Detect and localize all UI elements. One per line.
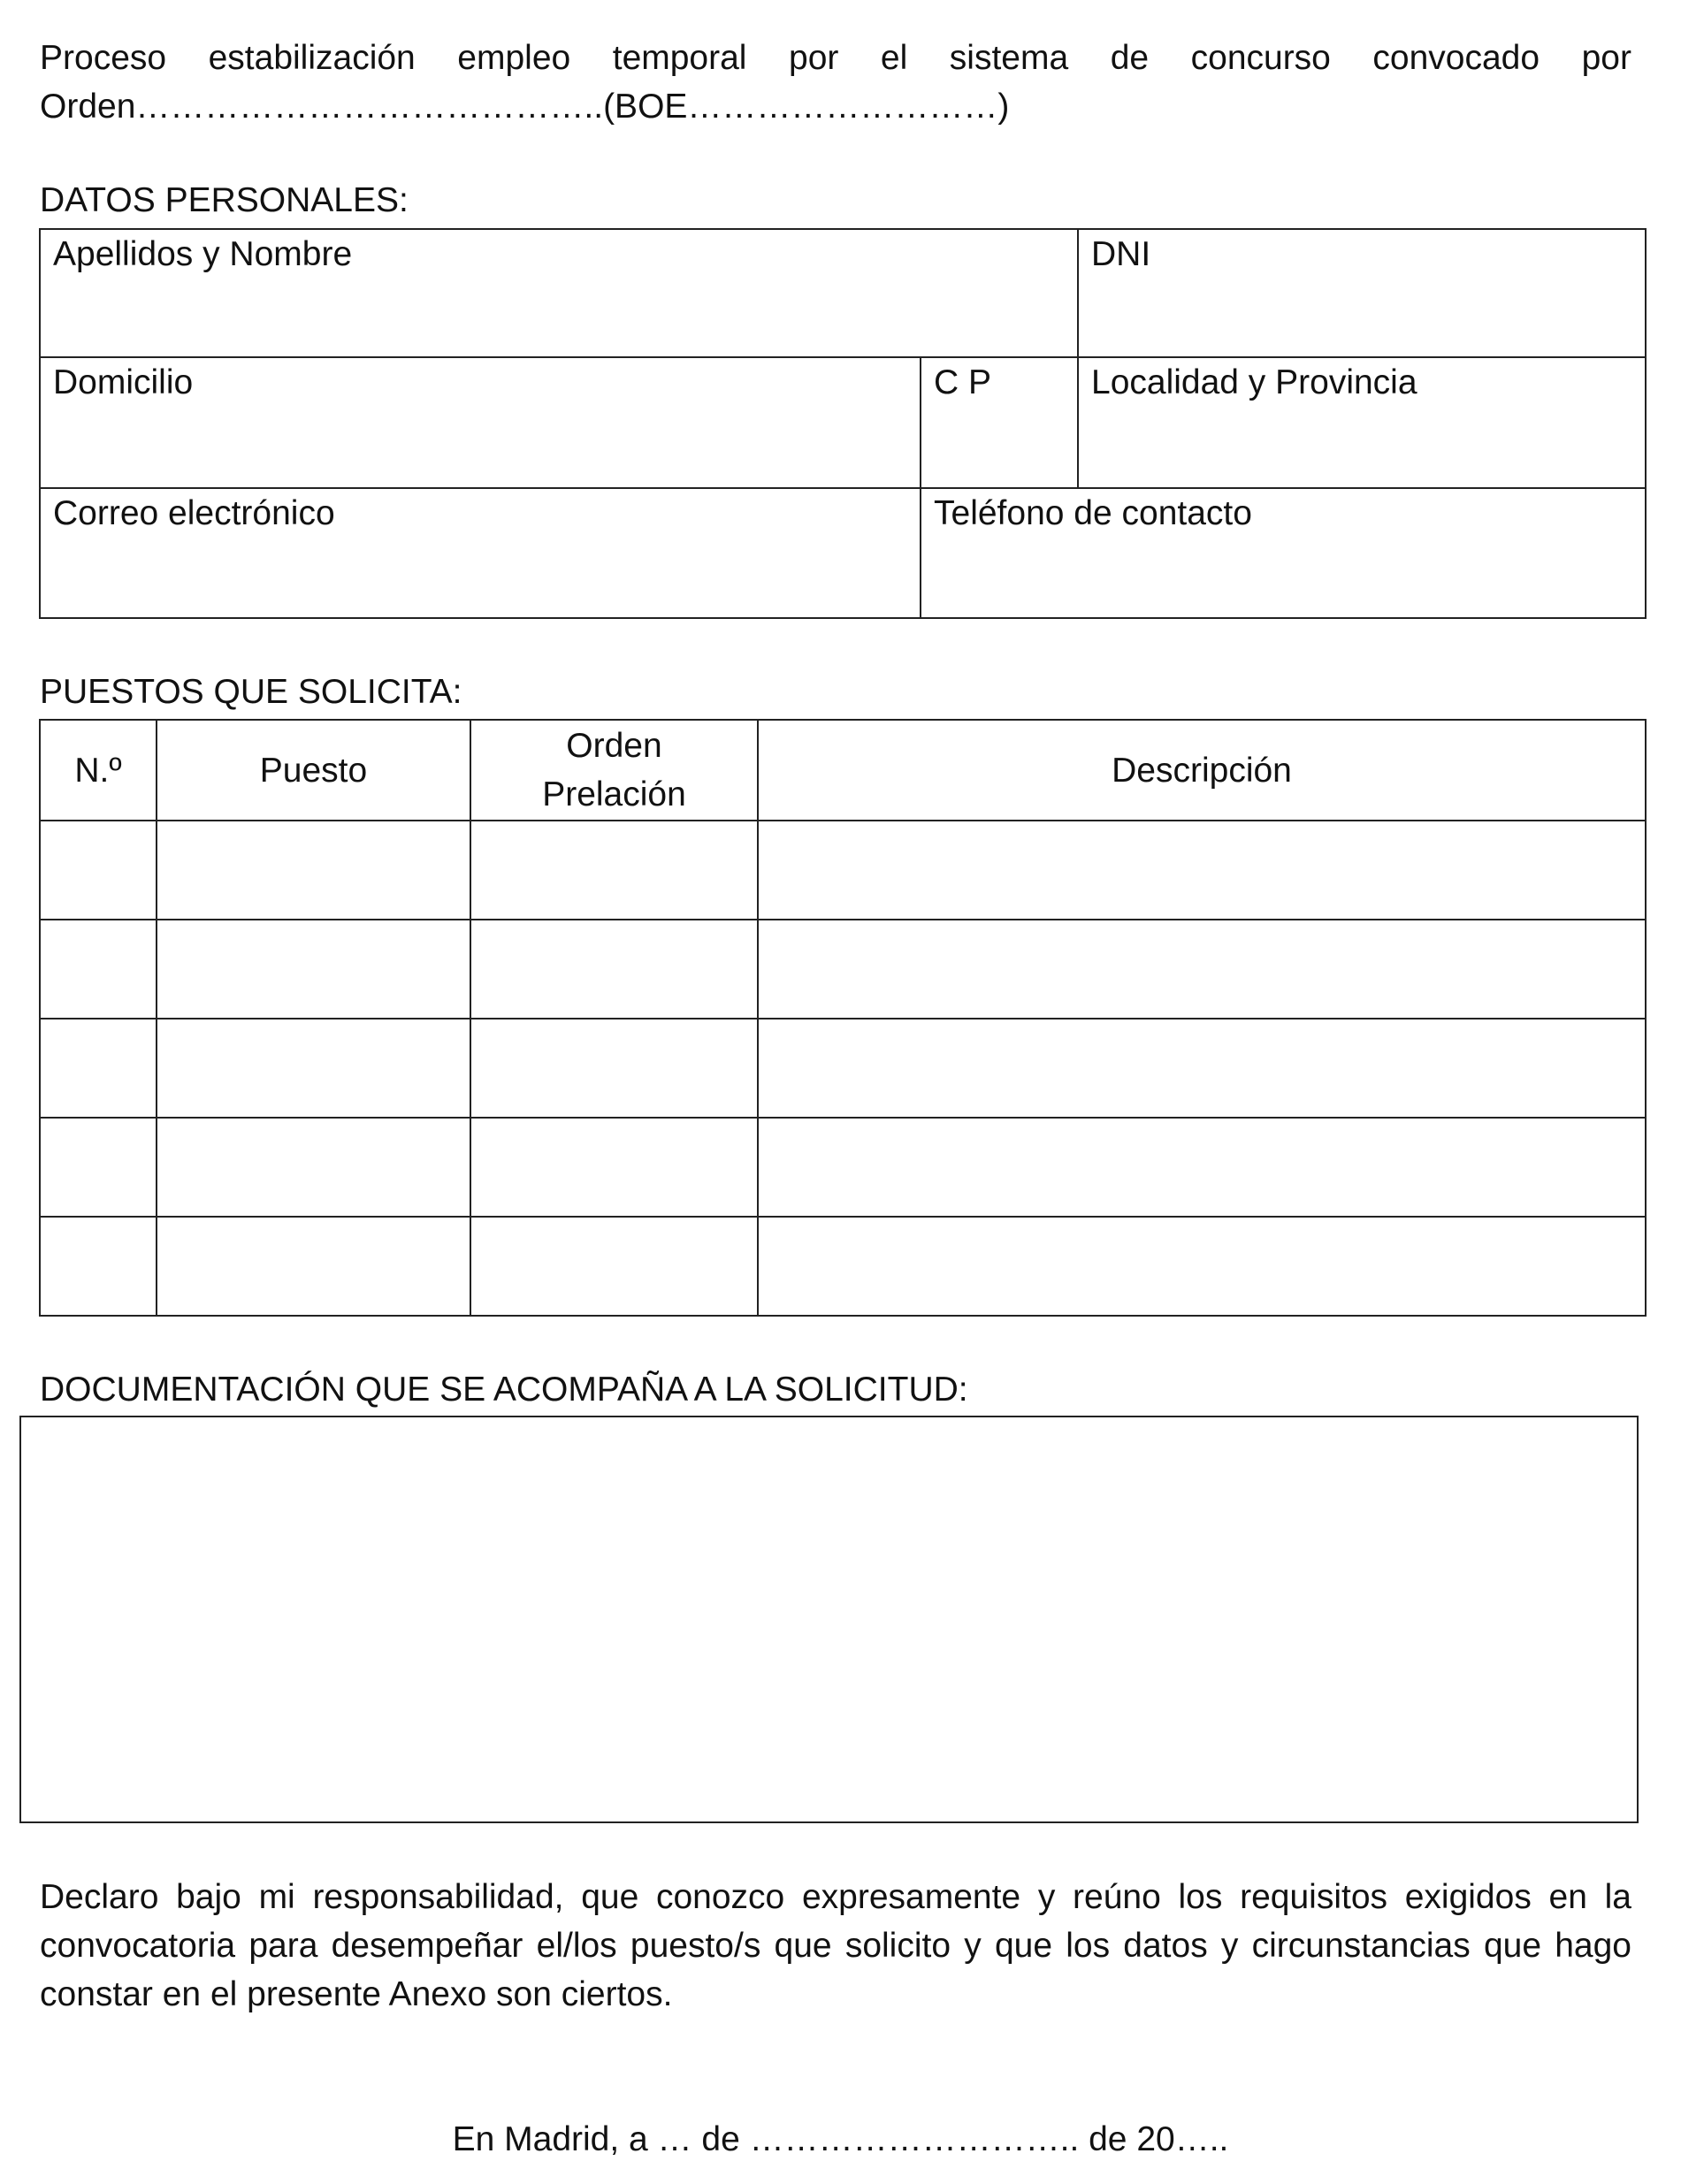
intro-word: estabilización [208, 39, 416, 77]
cell-post[interactable] [157, 1217, 470, 1316]
cell-description[interactable] [758, 821, 1646, 920]
cell-number[interactable] [40, 821, 157, 920]
personal-row-name [40, 229, 1646, 357]
cell-order[interactable] [470, 1118, 758, 1217]
header-description: Descripción [758, 720, 1646, 821]
postal-code-label: C P [934, 363, 992, 401]
address-label: Domicilio [53, 363, 194, 401]
cell-description[interactable] [758, 920, 1646, 1019]
personal-data-title: DATOS PERSONALES: [40, 181, 409, 219]
table-row [40, 821, 1646, 920]
intro-line-2: Orden…………………………………..(BOE………………………) [40, 88, 1010, 126]
signature-line: En Madrid, a … de ……………………….. de 20….. [452, 2120, 1229, 2158]
personal-row-contact [40, 488, 1646, 618]
intro-line-1 [40, 34, 1631, 82]
intro-word: sistema [949, 39, 1069, 77]
name-label: Apellidos y Nombre [53, 235, 353, 273]
email-label: Correo electrónico [53, 494, 335, 532]
intro-word: Proceso [40, 39, 167, 77]
cell-order[interactable] [470, 920, 758, 1019]
cell-post[interactable] [157, 920, 470, 1019]
table-row [40, 1217, 1646, 1316]
phone-label: Teléfono de contacto [934, 494, 1252, 532]
intro-word: por [1581, 39, 1631, 77]
documentation-title: DOCUMENTACIÓN QUE SE ACOMPAÑA A LA SOLICITUD: [40, 1371, 968, 1409]
header-order [470, 720, 758, 821]
header-number: N.º [40, 720, 157, 821]
cell-number[interactable] [40, 920, 157, 1019]
dni-label: DNI [1091, 235, 1151, 273]
cell-number[interactable] [40, 1118, 157, 1217]
cell-description[interactable] [758, 1118, 1646, 1217]
intro-word: convocado [1372, 39, 1540, 77]
cell-order[interactable] [470, 1217, 758, 1316]
locality-field[interactable] [1078, 357, 1646, 488]
cell-number[interactable] [40, 1217, 157, 1316]
cell-order[interactable] [470, 1019, 758, 1118]
cell-description[interactable] [758, 1019, 1646, 1118]
personal-data-table [39, 228, 1647, 619]
intro-word: de [1110, 39, 1150, 77]
intro-word: temporal [612, 39, 747, 77]
intro-word: por [789, 39, 839, 77]
table-row [40, 1118, 1646, 1217]
cell-post[interactable] [157, 821, 470, 920]
phone-field[interactable] [921, 488, 1646, 618]
table-row [40, 1019, 1646, 1118]
documentation-box[interactable] [19, 1416, 1639, 1823]
cell-order[interactable] [470, 821, 758, 920]
header-post: Puesto [157, 720, 470, 821]
intro-word: empleo [457, 39, 571, 77]
name-field[interactable] [40, 229, 1078, 357]
dni-field[interactable] [1078, 229, 1646, 357]
declaration-text: Declaro bajo mi responsabilidad, que conozco expresamente y reúno los requisitos exigidos en la convocatoria para desempeñar el/los puesto/s que solicito y que los datos y circunstancias que hago constar en el presente Anexo son ciertos. [40, 1878, 1631, 2013]
locality-label: Localidad y Provincia [1091, 363, 1417, 401]
positions-header-row [40, 720, 1646, 821]
personal-row-address [40, 357, 1646, 488]
cell-number[interactable] [40, 1019, 157, 1118]
header-order-line2: Prelación [542, 775, 686, 813]
email-field[interactable] [40, 488, 921, 618]
intro-paragraph [40, 34, 1631, 131]
positions-title: PUESTOS QUE SOLICITA: [40, 673, 462, 711]
table-row [40, 920, 1646, 1019]
cell-post[interactable] [157, 1118, 470, 1217]
cell-description[interactable] [758, 1217, 1646, 1316]
cell-post[interactable] [157, 1019, 470, 1118]
intro-word: el [880, 39, 908, 77]
postal-code-field[interactable] [921, 357, 1078, 488]
header-order-line1: Orden [566, 727, 662, 765]
intro-word: concurso [1190, 39, 1331, 77]
positions-table [39, 719, 1647, 1317]
address-field[interactable] [40, 357, 921, 488]
